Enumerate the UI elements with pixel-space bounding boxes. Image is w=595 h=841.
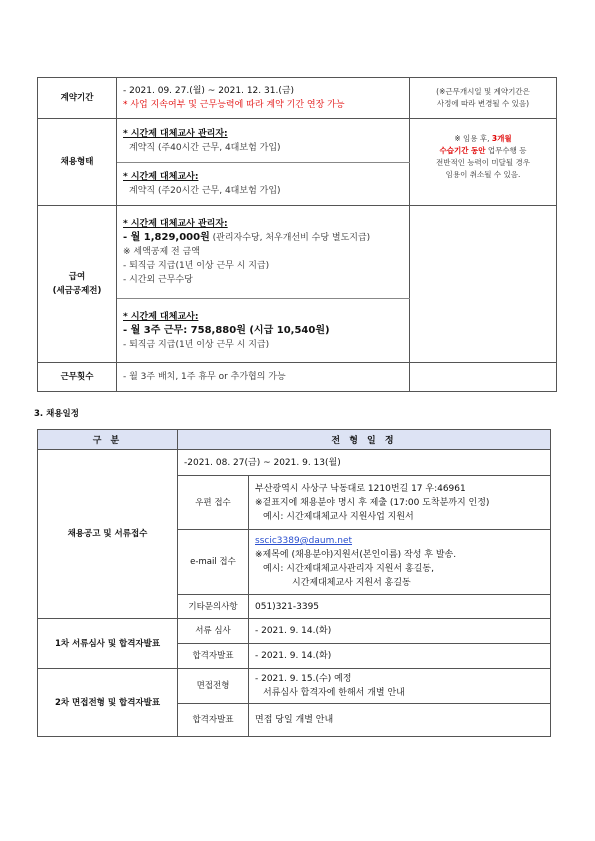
workdays-label: 근무횟수	[38, 363, 117, 392]
salary-label-sub: (세금공제전)	[52, 286, 102, 296]
mail-example: 예시: 시간제대체교사 지원사업 지원서	[263, 511, 414, 522]
round1-label: 1차 서류심사 및 합격자발표	[38, 619, 178, 669]
employment-label: 채용형태	[38, 119, 117, 206]
email-example-2: 시간제대체교사 지원서 홍길동	[292, 578, 411, 588]
email-example-1: 예시: 시간제대체교사관리자 지원서 홍길동,	[263, 564, 434, 574]
mail-address: 부산광역시 사상구 낙동대로 1210번길 17 우:46961	[255, 483, 466, 494]
email-label: e-mail 접수	[178, 530, 249, 595]
employment-note-prefix: ※ 임용 후,	[454, 134, 492, 143]
round2-interview-label: 면접전형	[178, 669, 249, 704]
notice-label: 채용공고 및 서류접수	[38, 450, 178, 619]
contract-note-2: 사정에 따라 변경될 수 있음)	[436, 99, 530, 108]
employment-manager-desc: 계약직 (주40시간 근무, 4대보험 가입)	[129, 142, 281, 153]
schedule-header-category: 구 분	[38, 430, 178, 450]
salary-manager-tax-note: ※ 세액공제 전 금액	[123, 247, 200, 257]
round2-label: 2차 면접전형 및 합격자발표	[38, 669, 178, 737]
salary-manager-overtime: - 시간외 근무수당	[123, 275, 193, 285]
email-address-link[interactable]: sscic3389@daum.net	[255, 536, 353, 546]
round1-review-date: - 2021. 9. 14.(화)	[255, 626, 332, 636]
schedule-header-timeline: 전 형 일 정	[178, 430, 551, 450]
email-instruction: ※제목에 (채용분야)지원서(본인이름) 작성 후 발송.	[255, 550, 457, 560]
notice-period: -2021. 08. 27(금) ~ 2021. 9. 13(월)	[184, 457, 341, 468]
salary-manager-amount: - 월 1,829,000원	[123, 232, 210, 243]
round2-interview-date: - 2021. 9. 15.(수) 예정	[255, 674, 352, 684]
employment-manager-title: * 시간제 대체교사 관리자:	[123, 128, 228, 139]
inquiry-phone: 051)321-3395	[255, 601, 320, 612]
employment-teacher-title: * 시간제 대체교사:	[123, 172, 199, 182]
salary-manager-amount-note: (관리자수당, 처우개선비 수당 별도지급)	[209, 233, 371, 243]
employment-note-red-1: 3개월	[491, 134, 512, 143]
employment-note-rest: 업무수행 등	[485, 146, 527, 155]
employment-teacher-desc: 계약직 (주20시간 근무, 4대보험 가입)	[129, 186, 281, 196]
employment-note-red-2: 수습기간 동안	[439, 146, 486, 155]
employment-note-line-4: 임용이 취소될 수 있음.	[445, 170, 521, 179]
salary-teacher-title: * 시간제 대체교사:	[123, 311, 199, 322]
round2-interview-note: 서류심사 합격자에 한해서 개별 안내	[263, 688, 405, 698]
salary-teacher-amount: - 월 3주 근무: 758,880원 (시급 10,540원)	[123, 324, 330, 336]
salary-manager-title: * 시간제 대체교사 관리자:	[123, 219, 228, 229]
round1-review-label: 서류 심사	[178, 619, 249, 644]
mail-label: 우편 접수	[178, 476, 249, 530]
contract-label: 계약기간	[38, 78, 117, 119]
schedule-section-title: 3. 채용일정	[34, 409, 79, 419]
round1-result-date: - 2021. 9. 14.(화)	[255, 651, 332, 661]
workdays-value: - 월 3주 배치, 1주 휴무 or 추가협의 가능	[123, 372, 286, 382]
salary-manager-severance: - 퇴직금 지급(1년 이상 근무 시 지급)	[123, 261, 270, 271]
round2-result-value: 면접 당일 개별 안내	[255, 715, 334, 725]
contract-period: - 2021. 09. 27.(월) ~ 2021. 12. 31.(금)	[123, 86, 295, 96]
inquiry-label: 기타문의사항	[178, 595, 249, 619]
contract-note-1: (※근무개시일 및 계약기간은	[436, 87, 530, 96]
schedule-table	[37, 429, 551, 737]
contract-extension-note: * 사업 지속여부 및 근무능력에 따라 계약 기간 연장 가능	[123, 100, 345, 110]
mail-instruction: ※겉표지에 채용분야 명시 후 제출 (17:00 도착분까지 인정)	[255, 497, 490, 508]
salary-label: 급여	[68, 272, 86, 282]
conditions-table	[37, 77, 557, 392]
round1-result-label: 합격자발표	[178, 644, 249, 669]
round2-result-label: 합격자발표	[178, 704, 249, 737]
employment-note-line-3: 전반적인 능력이 미달될 경우	[435, 158, 531, 167]
salary-teacher-severance: - 퇴직금 지급(1년 이상 근무 시 지급)	[123, 339, 270, 350]
